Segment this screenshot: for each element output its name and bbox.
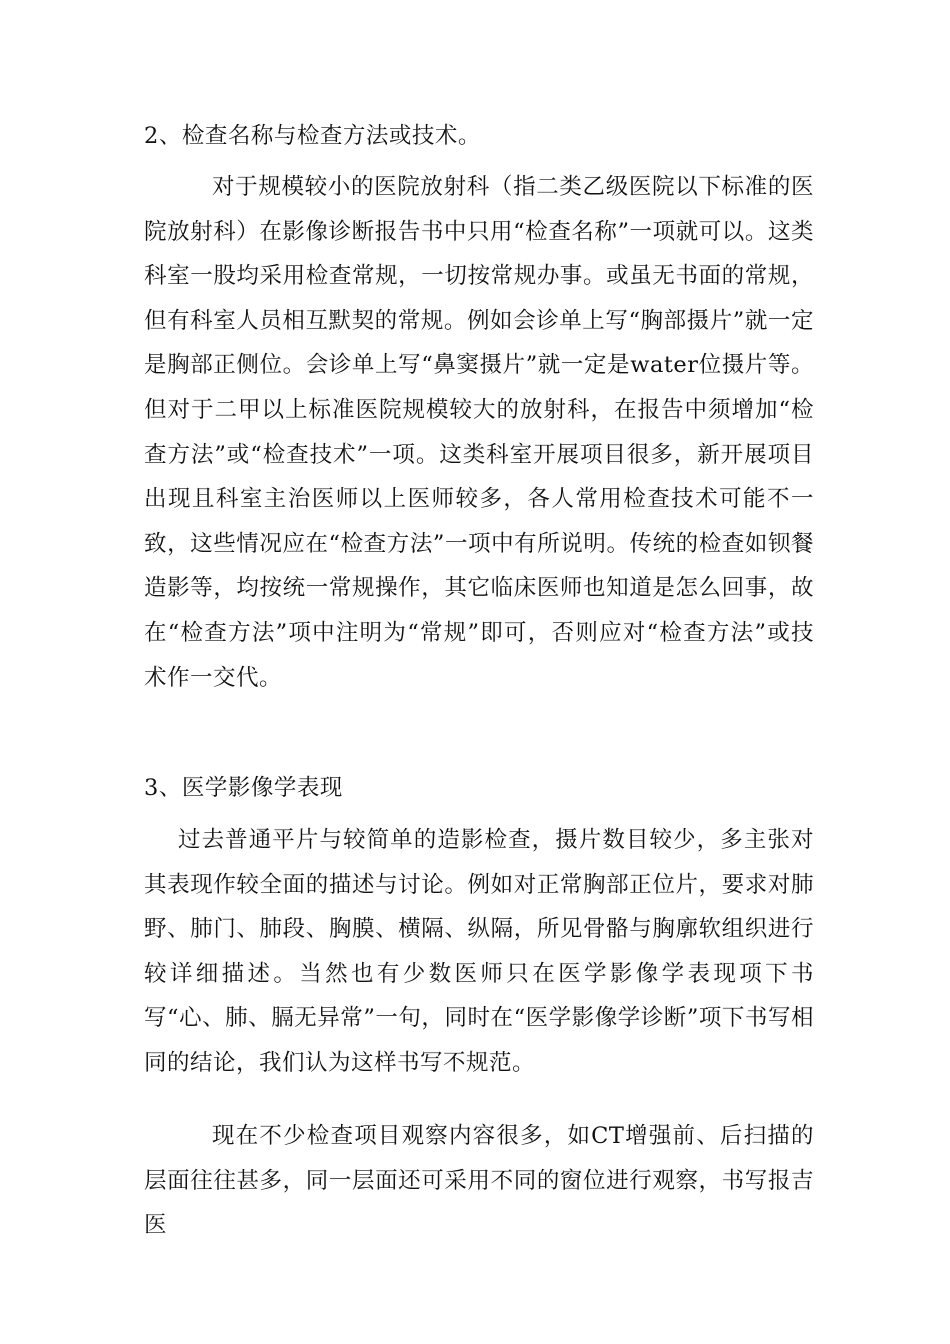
paragraph-imaging-findings: 过去普通平片与较简单的造影检查，摄片数目较少，多主张对其表现作较全面的描述与讨论。例如对正常胸部正位片，要求对肺野、肺门、肺段、胸膜、横隔、纵隔，所见骨骼与胸廓软组织进行较详细描述。当然也有少数医师只在医学影像学表现项下书写“心、肺、膈无异常”一句，同时在“医学影像学诊断”项下书写相同的结论，我们认为这样书写不规范。 xyxy=(144,827,814,1076)
section-heading-2: 2、检查名称与检查方法或技术。 xyxy=(144,123,481,149)
paragraph-exam-name: 对于规模较小的医院放射科（指二类乙级医院以下标准的医院放射科）在影像诊断报告书中只用“检查名称”一项就可以。这类科室一股均采用检查常规，一切按常规办事。或虽无书面的常规，但有科室人员相互默契的常规。例如会诊单上写“胸部摄片”就一定是胸部正侧位。会诊单上写“鼻窦摄片”就一定是water位摄片等。但对于二甲以上标准医院规模较大的放射科，在报告中须增加“检查方法”或“检查技术”一项。这类科室开展项目很多，新开展项目出现且科室主治医师以上医师较多，各人常用检查技术可能不一致，这些情况应在“检查方法”一项中有所说明。传统的检查如钡餐造影等，均按统一常规操作，其它临床医师也知道是怎么回事，故在“检查方法”项中注明为“常规”即可，否则应对“检查方法”或技术作一交代。 xyxy=(144,174,814,691)
section-heading-3: 3、医学影像学表现 xyxy=(144,775,343,801)
paragraph-current-items: 现在不少检查项目观察内容很多，如CT增强前、后扫描的层面往往甚多，同一层面还可采用不同的窗位进行观察，书写报吉医 xyxy=(144,1123,814,1239)
